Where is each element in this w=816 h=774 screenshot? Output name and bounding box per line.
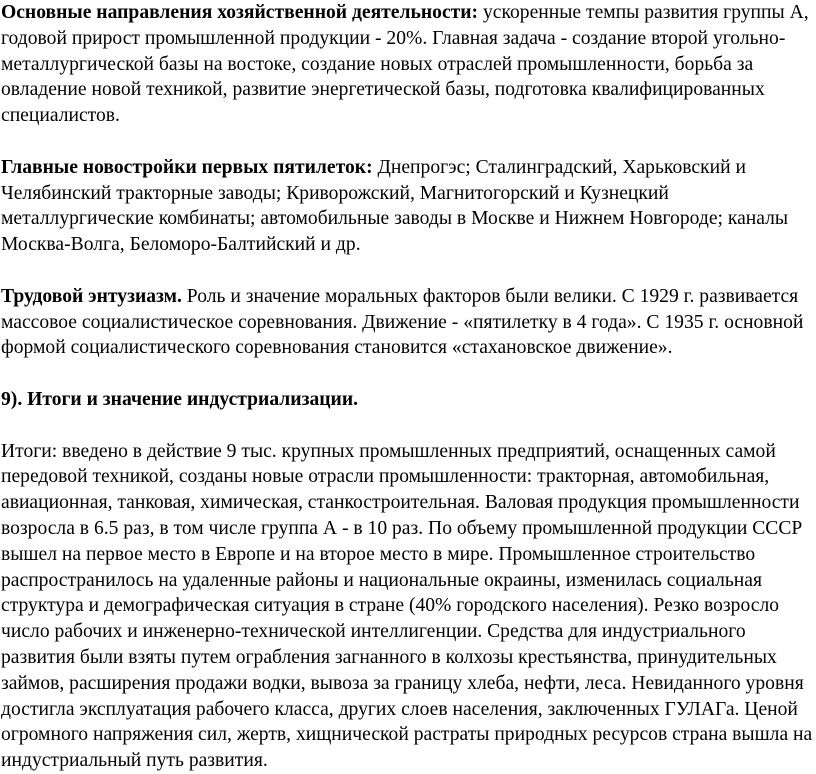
paragraph-text: ускоренные темпы развития группы А, годовой прирост промышленной продукции - 20%. Главная задача - создание второй угольно-металлургической базы на востоке, создание новых отраслей промышленности, борьба за овладение новой техникой, развитие энергетической базы, подготовка квалифицированных специалистов.	[1, 2, 809, 127]
paragraph-summary: Итоги: введено в действие 9 тыс. крупных промышленных предприятий, оснащенных самой передовой техникой, созданы новые отрасли промышленности: тракторная, автомобильная, авиационная, танковая, химическая, станкостроительная. Валовая продукция промышленности возросла в 6.5 раз, в том числе группа А - в 10 раз. По объему промышленной продукции СССР вышел на первое место в Европе и на второе место в мире. Промышленное строительство распространилось на удаленные районы и национальные окраины, изменилась социальная структура и демографическая ситуация в стране (40% городского населения). Резко возросло число рабочих и инженерно-технической интеллигенции. Средства для индустриального развития были взяты путем ограбления загнанного в колхозы крестьянства, принудительных займов, расширения продажи водки, вывоза за границу хлеба, нефти, леса. Невиданного уровня достигла эксплуатация рабочего класса, других слоев населения, заключенных ГУЛАГа. Ценой огромного напряжения сил, жертв, хищнической растраты природных ресурсов страна вышла на индустриальный путь развития.	[1, 440, 813, 772]
paragraph-text: Днепрогэс; Сталинградский, Харьковский и Челябинский тракторные заводы; Криворожский, Магнитогорский и Кузнецкий металлургические комбинаты; автомобильные заводы в Москве и Нижнем Новгороде; каналы Москва-Волга, Беломоро-Балтийский и др.	[1, 156, 789, 256]
paragraph-lead: Главные новостройки первых пятилеток:	[1, 156, 373, 178]
paragraph-text: Роль и значение моральных факторов были велики. С 1929 г. развивается массовое социалистическое соревнования. Движение - «пятилетку в 4 года». С 1935 г. основной формой социалистического соревнования становится «стахановское движение».	[1, 285, 804, 359]
paragraph-economic-directions	[1, 0, 813, 129]
paragraph-labor-enthusiasm	[1, 284, 813, 361]
paragraph-new-constructions	[1, 155, 813, 258]
paragraph-lead: Основные направления хозяйственной деятельности:	[1, 2, 479, 23]
paragraph-lead: Трудовой энтузиазм.	[1, 285, 182, 307]
section-heading: 9). Итоги и значение индустриализации.	[1, 388, 359, 410]
